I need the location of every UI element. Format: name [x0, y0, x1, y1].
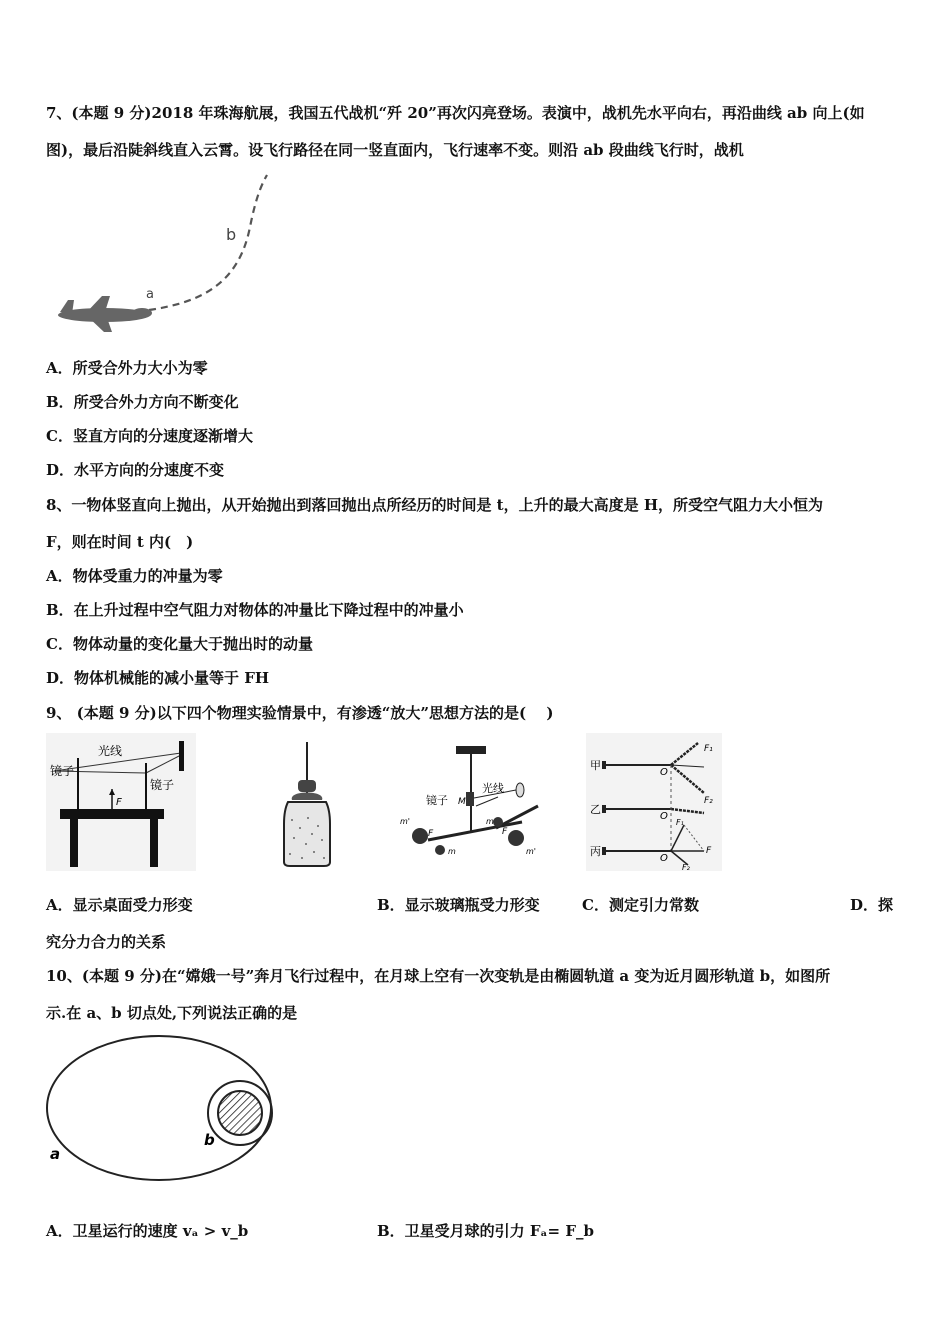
q9c-F1-label: F — [428, 829, 434, 839]
q9c-light-label: 光线 — [482, 782, 504, 795]
q9c-mirror-label: 镜子 — [426, 794, 448, 807]
q10-stem-line2: 示.在 a、b 切点处,下列说法正确的是 — [46, 1004, 298, 1022]
q9d-F1-label: F₁ — [704, 744, 713, 754]
q9c-m1-label: m — [448, 847, 456, 856]
q9-option-b: B．显示玻璃瓶受力形变 — [377, 896, 540, 914]
q8-stem-line1: 8、一物体竖直向上抛出，从开始抛出到落回抛出点所经历的时间是 t，上升的最大高度是 H，所受空气阻力大小恒为 — [46, 496, 823, 514]
q9c-mprime-2-label: m' — [526, 847, 536, 856]
q7-option-b: B．所受合外力方向不断变化 — [46, 393, 239, 411]
q9-option-d-part2: 究分力合力的关系 — [46, 933, 167, 951]
q9-figure-d-force-composition — [586, 733, 722, 871]
q9a-light-label: 光线 — [98, 744, 123, 758]
q9c-M-label: M — [458, 797, 466, 807]
q9a-mirror-left-label: 镜子 — [50, 764, 75, 778]
q9-option-a: A．显示桌面受力形变 — [46, 896, 193, 914]
q9-figure-c-torsion-balance — [398, 742, 548, 872]
q8-stem-line2: F，则在时间 t 内( ) — [46, 533, 194, 551]
q9d-bing-label: 丙 — [590, 845, 601, 858]
q9d-O1-label: O — [660, 767, 668, 778]
q9c-mprime-1-label: m' — [400, 817, 410, 826]
q9d-O2-label: O — [660, 811, 668, 822]
q9-option-d-part1: D．探 — [850, 896, 894, 914]
q9d-F2b-label: F₂ — [682, 863, 690, 871]
q7-label-a: a — [146, 287, 154, 302]
q9d-F1b-label: F₁ — [676, 818, 684, 827]
q9-option-c: C．测定引力常数 — [582, 896, 699, 914]
q7-label-b: b — [226, 225, 237, 244]
q9d-F2-label: F₂ — [704, 796, 713, 806]
q9-figure-a-table-mirrors — [46, 733, 196, 871]
q8-option-d: D．物体机械能的减小量等于 FH — [46, 669, 270, 687]
q9a-mirror-right-label: 镜子 — [150, 778, 175, 792]
q9-stem: 9、 (本题 9 分)以下四个物理实验情景中，有渗透“放大”思想方法的是( ) — [46, 704, 554, 722]
q7-option-c: C．竖直方向的分速度逐渐增大 — [46, 427, 253, 445]
fighter-jet-icon — [58, 296, 152, 332]
q8-option-b: B．在上升过程中空气阻力对物体的冲量比下降过程中的冲量小 — [46, 601, 464, 619]
q7-figure-fighter-path — [54, 172, 284, 337]
q9c-F2-label: F — [502, 827, 508, 837]
q8-option-c: C．物体动量的变化量大于抛出时的动量 — [46, 635, 313, 653]
q8-option-a: A．物体受重力的冲量为零 — [46, 567, 223, 585]
q7-option-d: D．水平方向的分速度不变 — [46, 461, 225, 479]
q9-figure-b-glass-bottle — [278, 740, 336, 870]
q9d-jia-label: 甲 — [590, 759, 601, 772]
q9a-force-label: F — [116, 797, 122, 808]
q10-label-b: b — [204, 1131, 215, 1149]
q9d-yi-label: 乙 — [590, 803, 601, 816]
q10-option-a: A．卫星运行的速度 vₐ > v_b — [46, 1222, 249, 1240]
q7-stem-line1: 7、(本题 9 分)2018 年珠海航展，我国五代战机“歼 20”再次闪亮登场。表演中，战机先水平向右，再沿曲线 ab 向上(如 — [46, 104, 865, 122]
q7-option-a: A．所受合外力大小为零 — [46, 359, 208, 377]
q7-stem-line2: 图)，最后沿陡斜线直入云霄。设飞行路径在同一竖直面内，飞行速率不变。则沿 ab 段曲线飞行时，战机 — [46, 141, 744, 159]
q9d-O3-label: O — [660, 853, 668, 864]
q9d-F-label: F — [706, 846, 712, 856]
q10-figure-orbits — [44, 1033, 280, 1183]
q10-option-b: B．卫星受月球的引力 Fₐ= F_b — [377, 1222, 594, 1240]
q10-label-a: a — [50, 1145, 61, 1163]
q10-stem-line1: 10、(本题 9 分)在“嫦娥一号”奔月飞行过程中，在月球上空有一次变轨是由椭圆轨道 a 变为近月圆形轨道 b，如图所 — [46, 967, 831, 985]
q9c-m2-label: m — [486, 817, 494, 826]
